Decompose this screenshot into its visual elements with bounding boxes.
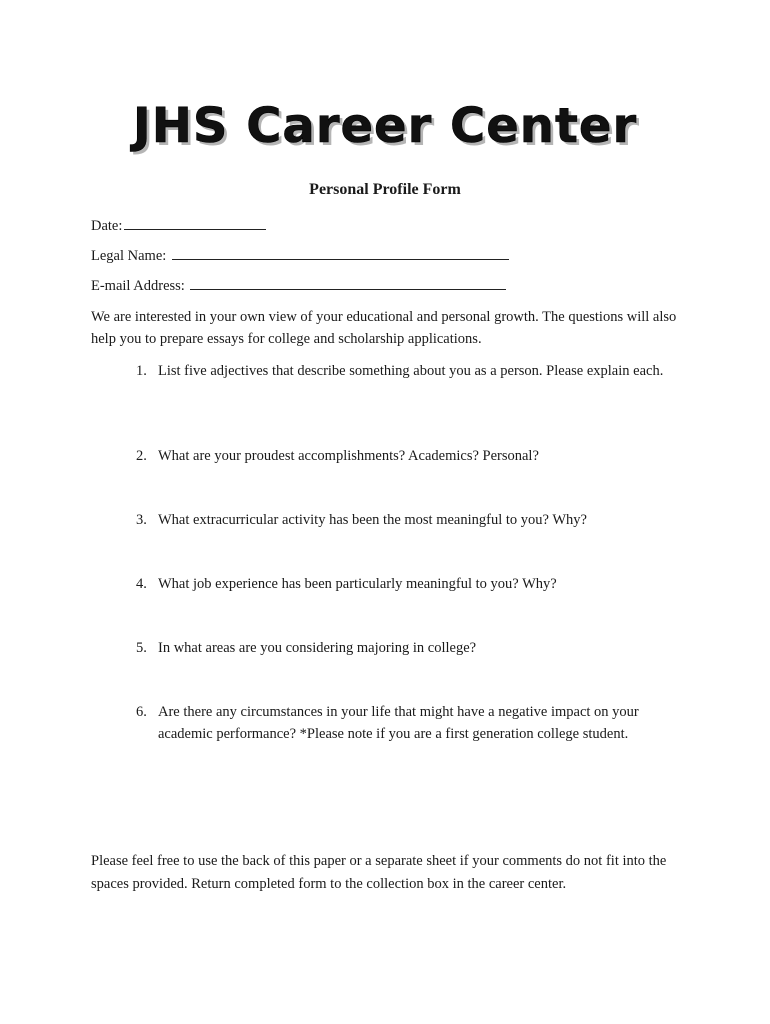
question-text: What job experience has been particularly meaningful to you? Why? (158, 576, 557, 592)
question-number: 5. (136, 640, 147, 656)
intro-paragraph: We are interested in your own view of your educational and personal growth. The questions will also help you to prepare essays for college and scholarship applications. (91, 309, 677, 347)
email-field (91, 276, 506, 295)
legal-name-label: Legal Name: (91, 248, 167, 264)
question-number: 3. (136, 512, 147, 528)
question-number: 6. (136, 704, 147, 720)
career-center-logo: JHS Career Center (132, 98, 638, 154)
date-blank-line[interactable] (124, 216, 266, 230)
legal-name-blank-line[interactable] (172, 246, 509, 260)
email-label: E-mail Address: (91, 278, 185, 294)
question-item (136, 360, 676, 382)
form-title: Personal Profile Form (309, 181, 461, 198)
closing-paragraph: Please feel free to use the back of this paper or a separate sheet if your comments do not fit into the spaces provided. Return completed form to the collection box in the career center. (91, 853, 667, 892)
question-text: Are there any circumstances in your life that might have a negative impact on your academic performance? *Please note if you are a first generation college student. (158, 704, 639, 742)
date-label: Date: (91, 218, 123, 234)
question-text: List five adjectives that describe something about you as a person. Please explain each. (158, 363, 664, 379)
question-number: 4. (136, 576, 147, 592)
question-text: What are your proudest accomplishments? Academics? Personal? (158, 448, 539, 464)
question-item (136, 701, 676, 745)
question-number: 1. (136, 363, 147, 379)
email-blank-line[interactable] (190, 276, 506, 290)
question-text: What extracurricular activity has been the most meaningful to you? Why? (158, 512, 587, 528)
date-field (91, 216, 266, 235)
question-number: 2. (136, 448, 147, 464)
question-text: In what areas are you considering majoring in college? (158, 640, 477, 656)
legal-name-field (91, 246, 509, 265)
question-item (136, 573, 676, 595)
question-item (136, 509, 676, 531)
question-item (136, 445, 676, 467)
question-item (136, 637, 676, 659)
